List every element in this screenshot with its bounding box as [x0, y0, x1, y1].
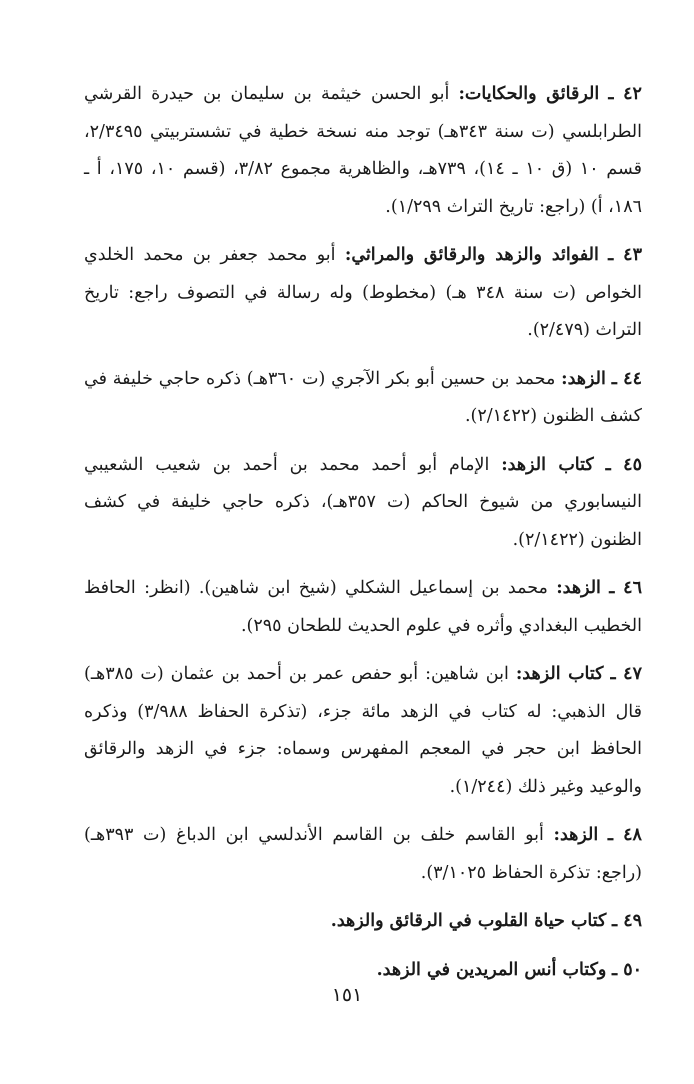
entry-number: ٤٧ ـ: [610, 664, 642, 684]
entry-number: ٤٩ ـ: [611, 911, 642, 931]
entry-49: [84, 903, 642, 941]
entry-body: أبو الحسن خيثمة بن سليمان بن حيدرة القرشي الطرابلسي (ت سنة ٣٤٣هـ) توجد منه نسخة خطية في تشستربيتي ٢/٣٤٩٥، قسم ١٠ (ق ١٠ ـ ١٤)، ٧٣٩هـ، والظاهرية مجموع ٣/٨٢، (قسم ١٠، ١٧٥، أ ـ ١٨٦، أ) (راجع: تاريخ التراث ١/٢٩٩).: [84, 84, 643, 217]
entry-number: ٤٤ ـ: [611, 368, 642, 389]
entry-title: كتاب حياة القلوب في الرقائق والزهد.: [330, 911, 607, 931]
entry-45: [84, 447, 642, 560]
page-number: ١٥١: [331, 984, 363, 1006]
entry-body: الإمام أبو أحمد محمد بن أحمد بن شعيب الشعيبي النيسابوري من شيوخ الحاكم (ت ٣٥٧هـ)، ذكره حاجي خليفة في كشف الظنون (٢/١٤٢٢).: [84, 454, 642, 550]
entry-title: الفوائد والزهد والرقائق والمراثي:: [344, 245, 599, 265]
entry-title: الزهد:: [561, 368, 606, 389]
entry-number: ٤٢ ـ: [608, 84, 642, 104]
entry-43: [84, 237, 642, 350]
page-body: [84, 76, 642, 1000]
entry-title: كتاب الزهد:: [515, 664, 604, 684]
entry-body: محمد بن حسين أبو بكر الآجري (ت ٣٦٠هـ) ذكره حاجي خليفة في كشف الظنون (٢/١٤٢٢).: [84, 368, 642, 426]
entry-title: وكتاب أنس المريدين في الزهد.: [376, 959, 607, 980]
entry-42: [84, 76, 642, 226]
entry-number: ٥٠ ـ: [611, 959, 642, 980]
entry-body: أبو القاسم خلف بن القاسم الأندلسي ابن الدباغ (ت ٣٩٣هـ) (راجع: تذكرة الحفاظ ٣/١٠٢٥).: [84, 825, 642, 883]
entry-title: الرقائق والحكايات:: [458, 84, 600, 104]
entry-body: محمد بن إسماعيل الشكلي (شيخ ابن شاهين). (انظر: الحافظ الخطيب البغدادي وأثره في علوم الحديث للطحان ٢٩٥).: [84, 578, 642, 636]
entry-47: [84, 656, 642, 806]
entry-number: ٤٦ ـ: [609, 578, 642, 598]
entry-title: الزهد:: [553, 825, 599, 845]
entry-body: ابن شاهين: أبو حفص عمر بن أحمد بن عثمان (ت ٣٨٥هـ) قال الذهبي: له كتاب في الزهد مائة جزء، (تذكرة الحفاظ ٣/٩٨٨) وذكره الحافظ ابن حجر في المعجم المفهرس وسماه: جزء في الزهد والرقائق والوعيد وغير ذلك (١/٢٤٤).: [84, 664, 643, 797]
entry-number: ٤٥ ـ: [605, 454, 642, 475]
entry-48: [84, 817, 642, 892]
entry-46: [84, 570, 642, 645]
entry-number: ٤٨ ـ: [607, 825, 642, 845]
entry-44: [84, 361, 642, 436]
entry-title: كتاب الزهد:: [501, 454, 594, 475]
entry-number: ٤٣ ـ: [608, 245, 642, 265]
entry-title: الزهد:: [556, 578, 601, 598]
entry-body: أبو محمد جعفر بن محمد الخلدي الخواص (ت سنة ٣٤٨ هـ) (مخطوط) وله رسالة في التصوف راجع: تاريخ التراث (٢/٤٧٩).: [84, 245, 642, 340]
